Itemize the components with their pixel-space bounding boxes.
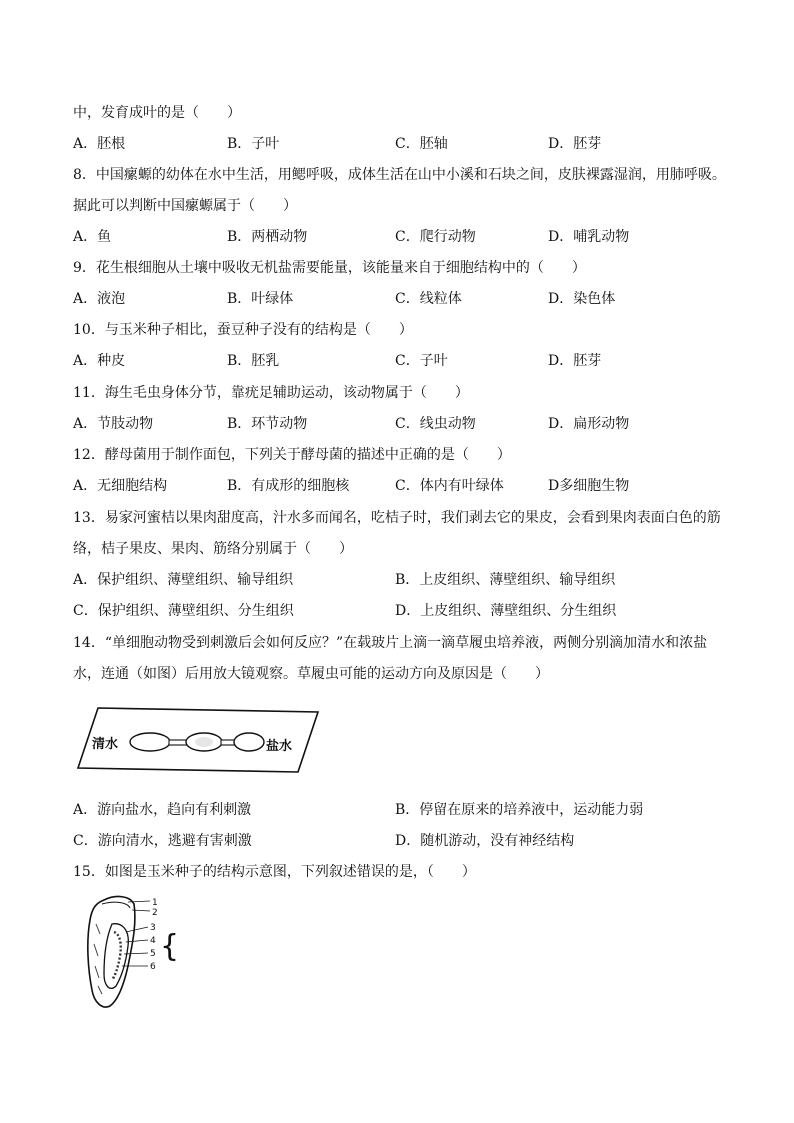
right-drop xyxy=(234,733,264,751)
q10-option-d: D．胚芽 xyxy=(548,353,602,369)
q14-options-row2 xyxy=(73,831,733,851)
q11-option-c: C．线虫动物 xyxy=(395,416,476,432)
left-drop xyxy=(130,733,170,751)
seed-label-4: 4 xyxy=(150,936,156,946)
q9-options xyxy=(73,289,733,309)
q10-text: 10．与玉米种子相比，蚕豆种子没有的结构是（ ） xyxy=(73,322,413,338)
q11-option-d: D．扁形动物 xyxy=(548,416,630,432)
q9-option-a: A．液泡 xyxy=(73,291,126,307)
q8-option-a: A．鱼 xyxy=(73,229,112,245)
salt-water-label: 盐水 xyxy=(266,739,293,754)
corn-seed-figure xyxy=(82,894,188,1010)
q13-text-line1: 13．易家河蜜桔以果肉甜度高，汁水多而闻名，吃桔子时，我们剥去它的果皮，会看到果肉表面白色的筋 xyxy=(73,510,721,526)
q12-option-d: D多细胞生物 xyxy=(548,478,630,494)
q15-text: 15．如图是玉米种子的结构示意图，下列叙述错误的是，（ ） xyxy=(73,864,476,880)
fresh-water-label: 清水 xyxy=(92,737,119,752)
q14-option-d: D．随机游动，没有神经结构 xyxy=(395,833,575,849)
q10-option-b: B．胚乳 xyxy=(227,353,280,369)
q10-options xyxy=(73,351,733,371)
q7-text: 中，发育成叶的是（ ） xyxy=(73,105,241,121)
q8-text-line2: 据此可以判断中国瘰螈属于（ ） xyxy=(73,198,297,214)
paramecium-culture xyxy=(195,737,213,747)
q10-option-c: C．子叶 xyxy=(395,353,448,369)
q14-text-line2: 水，连通（如图）后用放大镜观察。草履虫可能的运动方向及原因是（ ） xyxy=(73,666,549,682)
q11-text: 11．海生毛虫身体分节，靠疣足辅助运动，该动物属于（ ） xyxy=(73,385,469,401)
q13-option-c: C．保护组织、薄壁组织、分生组织 xyxy=(73,603,294,619)
q12-option-b: B．有成形的细胞核 xyxy=(227,478,350,494)
q12-text: 12．酵母菌用于制作面包，下列关于酵母菌的描述中正确的是（ ） xyxy=(73,447,511,463)
embryo-bracket: { xyxy=(160,929,180,964)
q13-options-row1 xyxy=(73,570,733,590)
q13-options-row2 xyxy=(73,601,733,621)
q8-option-b: B．两栖动物 xyxy=(227,229,308,245)
q13-option-d: D．上皮组织、薄壁组织、分生组织 xyxy=(395,603,617,619)
q14-option-c: C．游向清水，逃避有害刺激 xyxy=(73,833,252,849)
q11-options xyxy=(73,414,733,434)
q13-text-line2: 络，桔子果皮、果肉、筋络分别属于（ ） xyxy=(73,541,353,557)
q12-option-a: A．无细胞结构 xyxy=(73,478,168,494)
seed-label-5: 5 xyxy=(150,949,156,959)
q8-text-line1: 8．中国瘰螈的幼体在水中生活，用鳃呼吸，成体生活在山中小溪和石块之间，皮肤裸露湿润，用肺呼吸。 xyxy=(73,167,726,183)
q9-option-c: C．线粒体 xyxy=(395,291,462,307)
seed-label-3: 3 xyxy=(150,923,156,933)
seed-label-6: 6 xyxy=(150,962,156,972)
q8-options xyxy=(73,227,733,247)
q7-option-c: C．胚轴 xyxy=(395,136,448,152)
seed-label-2: 2 xyxy=(152,908,158,918)
q13-option-a: A．保护组织、薄壁组织、输导组织 xyxy=(73,572,294,588)
q7-option-d: D．胚芽 xyxy=(548,136,602,152)
q8-option-c: C．爬行动物 xyxy=(395,229,476,245)
right-channel xyxy=(221,740,235,745)
q14-option-a: A．游向盐水，趋向有利刺激 xyxy=(73,802,252,818)
q7-option-a: A．胚根 xyxy=(73,136,126,152)
q11-option-a: A．节肢动物 xyxy=(73,416,154,432)
q12-option-c: C．体内有叶绿体 xyxy=(395,478,504,494)
q13-option-b: B．上皮组织、薄壁组织、输导组织 xyxy=(395,572,616,588)
q7-options xyxy=(73,134,733,154)
q7-option-b: B．子叶 xyxy=(227,136,280,152)
q9-option-d: D．染色体 xyxy=(548,291,616,307)
q14-options-row1 xyxy=(73,800,733,820)
q12-options xyxy=(73,476,733,496)
q9-text: 9．花生根细胞从土壤中吸收无机盐需要能量，该能量来自于细胞结构中的（ ） xyxy=(73,260,586,276)
q14-text-line1: 14．“单细胞动物受到刺激后会如何反应？”在载玻片上滴一滴草履虫培养液，两侧分别滴加清水和浓盐 xyxy=(73,635,708,651)
q10-option-a: A．种皮 xyxy=(73,353,126,369)
q8-option-d: D．哺乳动物 xyxy=(548,229,630,245)
q9-option-b: B．叶绿体 xyxy=(227,291,294,307)
seed-label-1: 1 xyxy=(152,898,158,908)
slide-figure xyxy=(76,704,322,776)
q14-option-b: B．停留在原来的培养液中，运动能力弱 xyxy=(395,802,644,818)
q11-option-b: B．环节动物 xyxy=(227,416,308,432)
